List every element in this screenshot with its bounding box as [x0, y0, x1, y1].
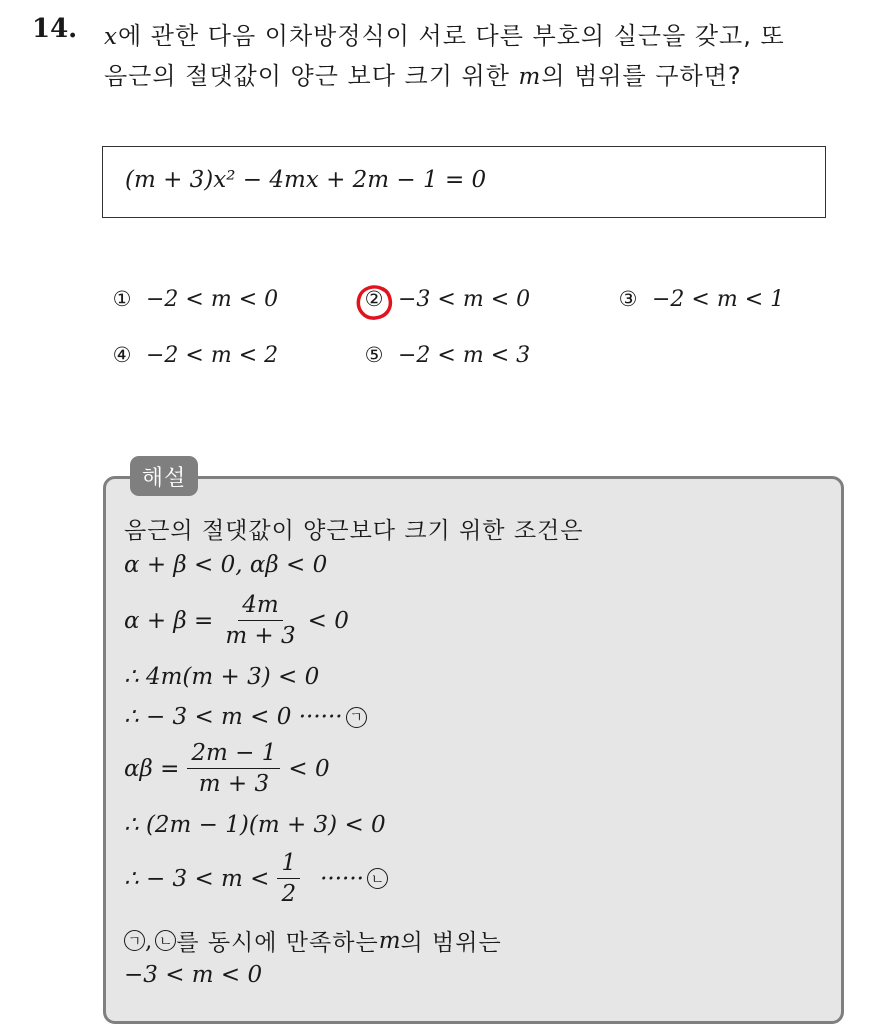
- choice-4-text: −2 < m < 2: [146, 342, 279, 368]
- choice-4[interactable]: [110, 338, 278, 372]
- question-text-2b: 의 범위를 구하면?: [541, 62, 742, 90]
- question-variable-m: m: [518, 64, 542, 90]
- solution-line-6: [124, 740, 330, 797]
- circled-nieun-icon: ㄴ: [155, 930, 176, 951]
- choice-2-text: −3 < m < 0: [398, 286, 531, 312]
- fraction-3-denominator: 2: [281, 881, 297, 907]
- solution-8-pre: ∴ − 3 < m <: [124, 865, 270, 892]
- choice-2[interactable]: [362, 282, 530, 316]
- choice-3[interactable]: [616, 282, 784, 316]
- choice-5-number: ⑤: [364, 343, 384, 367]
- fraction-1: [221, 592, 299, 649]
- question-text-1: 에 관한 다음 이차방정식이 서로 다른 부호의 실근을 갖고, 또: [117, 22, 785, 50]
- solution-9-pre: 를 동시에 만족하는: [176, 930, 379, 956]
- solution-3-lhs: α + β =: [124, 607, 214, 634]
- question-variable: x: [104, 24, 118, 50]
- solution-line-10: −3 < m < 0: [124, 962, 263, 988]
- choice-2-number: ②: [364, 287, 384, 311]
- choice-1-number: ①: [112, 287, 132, 311]
- solution-8-post: ······: [320, 865, 364, 892]
- solution-line-4: ∴ 4m(m + 3) < 0: [124, 664, 320, 690]
- question-line-1: [104, 16, 785, 51]
- solution-9-sep: ,: [145, 927, 153, 954]
- solution-6-rhs: < 0: [288, 755, 330, 782]
- solution-3-rhs: < 0: [307, 607, 349, 634]
- choice-3-text: −2 < m < 1: [652, 286, 785, 312]
- solution-6-lhs: αβ =: [124, 755, 180, 782]
- circled-nieun-icon: ㄴ: [367, 868, 388, 889]
- solution-line-2: α + β < 0, αβ < 0: [124, 552, 328, 578]
- solution-line-7: ∴ (2m − 1)(m + 3) < 0: [124, 812, 386, 838]
- circled-giyeok-icon: ㄱ: [124, 930, 145, 951]
- question-line-2: [104, 56, 742, 91]
- solution-text-1: 음근의 절댓값이 양근보다 크기 위한 조건은: [124, 518, 584, 544]
- solution-line-1: [124, 512, 583, 545]
- question-text-2a: 음근의 절댓값이 양근 보다 크기 위한: [104, 62, 519, 90]
- choice-1-text: −2 < m < 0: [146, 286, 279, 312]
- choice-2-number-wrap: [362, 287, 386, 311]
- equation-text: (m + 3)x² − 4mx + 2m − 1 = 0: [125, 167, 487, 193]
- question-number: 14.: [32, 14, 78, 44]
- solution-label: 해설: [130, 456, 198, 496]
- fraction-3-numerator: 1: [277, 850, 300, 879]
- fraction-2-denominator: m + 3: [198, 771, 270, 797]
- fraction-2-numerator: 2m − 1: [187, 740, 280, 769]
- solution-line-3: [124, 592, 349, 649]
- choice-1[interactable]: [110, 282, 278, 316]
- solution-line-8: [124, 850, 388, 907]
- choice-5[interactable]: [362, 338, 530, 372]
- fraction-3: [277, 850, 300, 907]
- red-circle-mark-icon: [354, 283, 396, 323]
- choice-4-number: ④: [112, 343, 132, 367]
- solution-line-9: [124, 924, 502, 957]
- solution-9-post: 의 범위는: [400, 930, 502, 956]
- fraction-1-numerator: 4m: [238, 592, 282, 621]
- solution-line-5: [124, 704, 367, 730]
- solution-5-text: ∴ − 3 < m < 0 ······: [124, 704, 343, 730]
- equation-box: [102, 146, 826, 218]
- choice-3-number: ③: [618, 287, 638, 311]
- solution-9-var: m: [378, 927, 401, 954]
- circled-giyeok-icon: ㄱ: [346, 707, 367, 728]
- fraction-1-denominator: m + 3: [225, 623, 296, 649]
- fraction-2: [187, 740, 280, 797]
- choice-5-text: −2 < m < 3: [398, 342, 531, 368]
